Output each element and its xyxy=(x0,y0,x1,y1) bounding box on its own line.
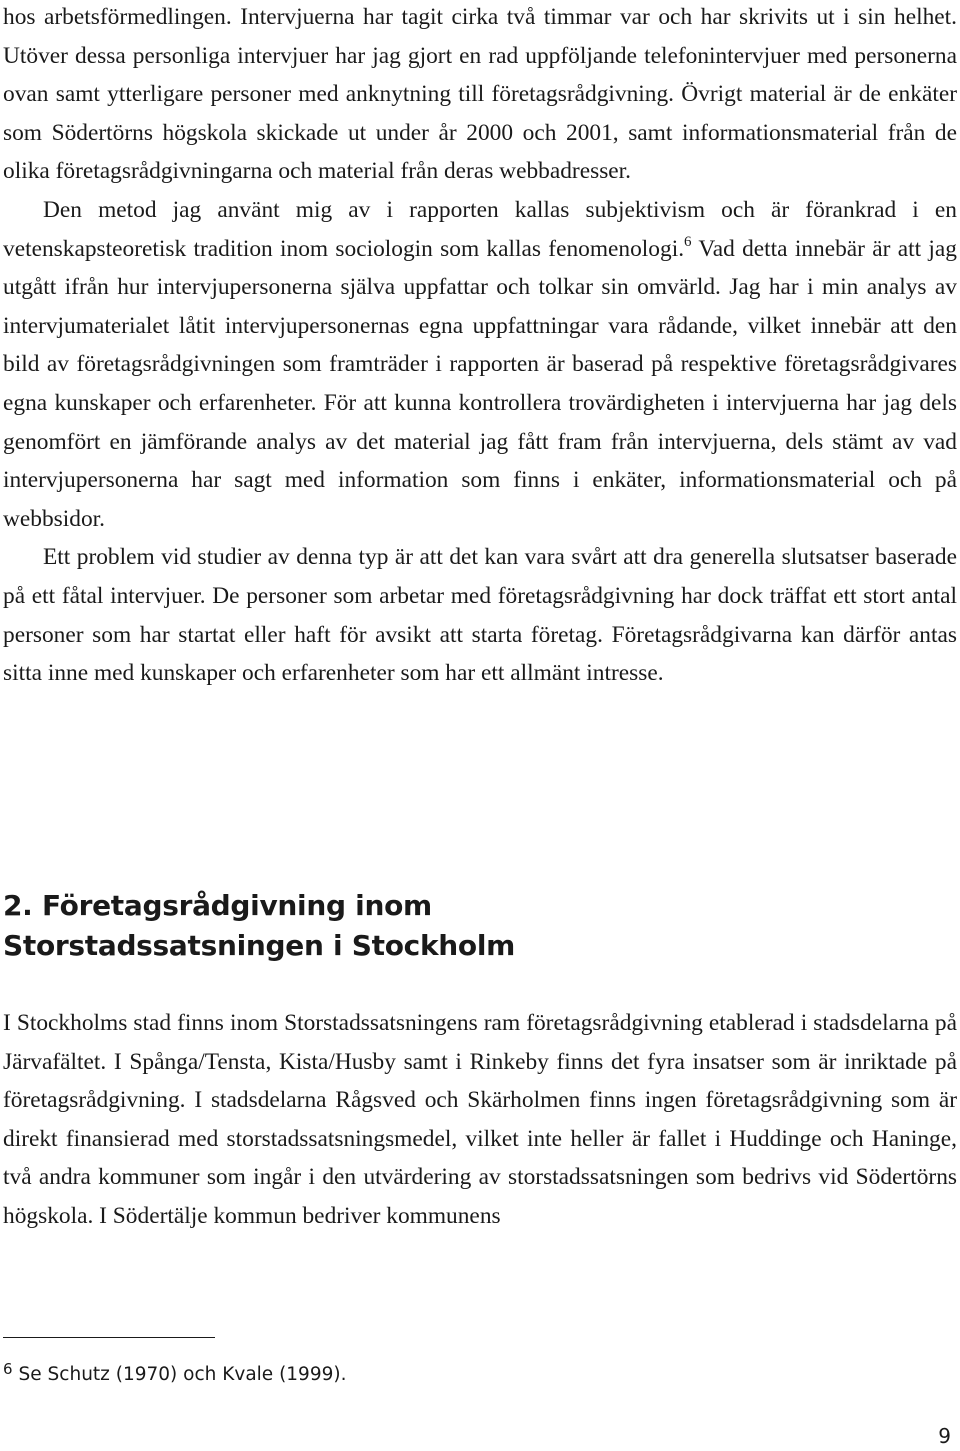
paragraph-text: Ett problem vid studier av denna typ är att det kan vara svårt att dra generella slutsatser baserade på ett fåtal intervjuer. De personer som arbetar med företagsrådgivning har dock träffat ett stort antal personer som har startat eller haft för avsikt att starta företag. Företagsrådgivarna kan därför antas sitta inne med kunskaper och erfarenheter som har ett allmänt intresse. xyxy=(3,544,957,687)
section-heading-line-1: 2. Företagsrådgivning inom xyxy=(3,889,432,922)
paragraph-interview-material xyxy=(3,0,957,191)
section-heading-line-2: Storstadssatsningen i Stockholm xyxy=(3,929,516,962)
footnote xyxy=(3,1362,957,1388)
section-heading xyxy=(3,886,957,966)
page-number: 9 xyxy=(938,1424,951,1448)
footnote-reference[interactable]: 6 xyxy=(684,233,692,250)
paragraph-text: Den metod jag använt mig av i rapporten kallas subjektivism och är förankrad i en vetenskapsteoretisk tradition inom sociologin som kallas fenomenologi. xyxy=(3,196,957,262)
footnote-divider xyxy=(3,1337,215,1338)
paragraph-stockholm xyxy=(3,1004,957,1236)
footnote-text: Se Schutz (1970) och Kvale (1999). xyxy=(18,1364,347,1385)
paragraph-text: hos arbetsförmedlingen. Intervjuerna har tagit cirka två timmar var och har skrivits ut i sin helhet. Utöver dessa personliga intervjuer har jag gjort en rad uppföljande telefonintervjuer med personerna ovan samt ytterligare personer med anknytning till företagsrådgivning. Övrigt material är de enkäter som Södertörns högskola skickade ut under år 2000 och 2001, samt informationsmaterial från de olika företagsrådgivningarna och material från deras webbadresser. xyxy=(3,4,957,185)
paragraph-method xyxy=(3,191,957,538)
intro-text-block xyxy=(3,0,957,693)
paragraph-limitations xyxy=(3,538,957,692)
paragraph-text: Vad detta innebär är att jag utgått ifrån hur intervjupersonerna själva uppfattar och tolkar sin omvärld. Jag har i min analys av intervjumaterialet låtit intervjupersonernas egna uppfattningar vara rådande, vilket innebär att den bild av företagsrådgivningen som framträder i rapporten är baserad på respektive företagsrådgivares egna kunskaper och erfarenheter. För att kunna kontrollera trovärdigheten i intervjuerna har jag dels genomfört en jämförande analys av det material jag fått fram från intervjuerna, dels stämt av vad intervjupersonerna har sagt med information som finns i enkäter, informationsmaterial och på webbsidor. xyxy=(3,235,957,532)
paragraph-text: I Stockholms stad finns inom Storstadssatsningens ram företagsrådgivning etablerad i stadsdelarna på Järvafältet. I Spånga/Tensta, Kista/Husby samt i Rinkeby finns det fyra insatser som är inriktade på företagsrådgivning. I stadsdelarna Rågsved och Skärholmen finns ingen företagsrådgivning som är direkt finansierad med storstadssatsningsmedel, vilket inte heller är fallet i Huddinge och Haninge, två andra kommuner som ingår i den utvärdering av storstadssatsningen som bedrivs vid Södertörns högskola. I Södertälje kommun bedriver kommunens xyxy=(3,1010,957,1229)
section-text-block xyxy=(3,1004,957,1236)
footnote-mark: 6 xyxy=(3,1360,13,1378)
